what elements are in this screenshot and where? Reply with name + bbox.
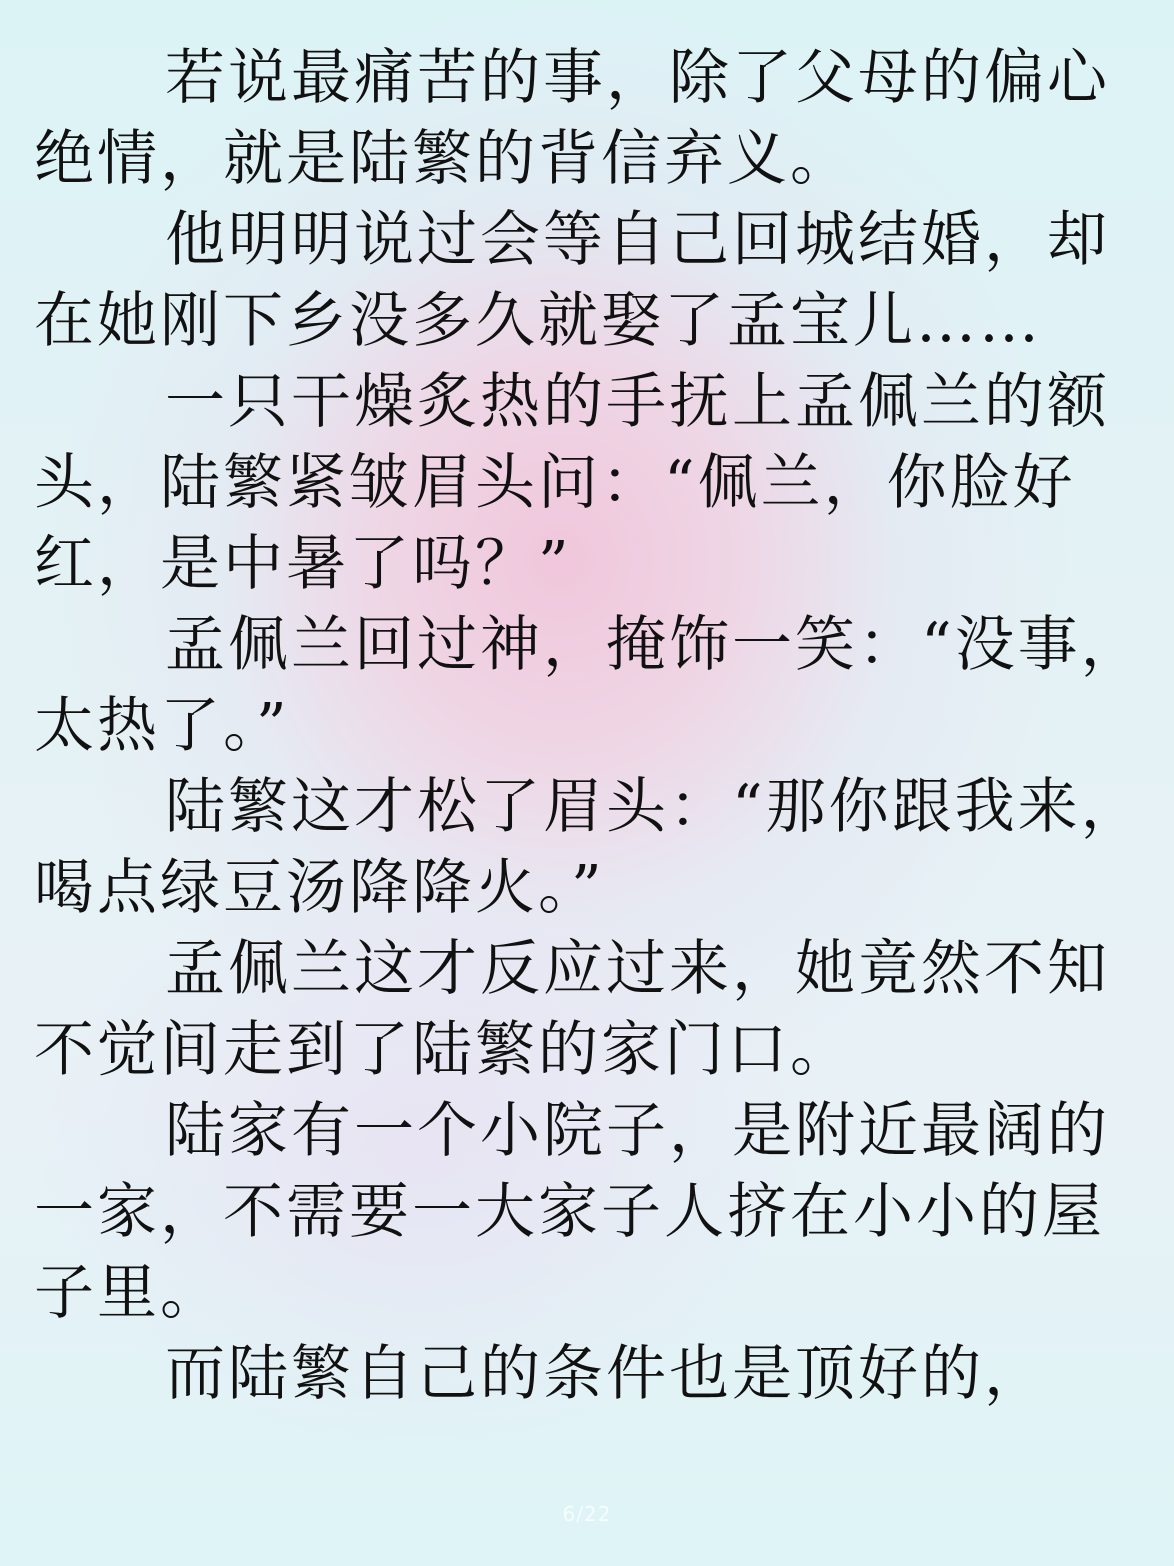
paragraph: 一只干燥炙热的手抚上孟佩兰的额头，陆繁紧皱眉头问：“佩兰，你脸好红，是中暑了吗？” bbox=[34, 367, 1110, 599]
paragraph: 孟佩兰这才反应过来，她竟然不知不觉间走到了陆繁的家门口。 bbox=[34, 934, 1110, 1085]
paragraph: 陆繁这才松了眉头：“那你跟我来，喝点绿豆汤降降火。” bbox=[34, 772, 1144, 923]
paragraph: 陆家有一个小院子，是附近最阔的一家，不需要一大家子人挤在小小的屋子里。 bbox=[34, 1096, 1110, 1328]
paragraph: 而陆繁自己的条件也是顶好的， bbox=[165, 1339, 1047, 1409]
page-indicator: 6/22 bbox=[562, 1502, 612, 1526]
paragraph: 孟佩兰回过神，掩饰一笑：“没事，太热了。” bbox=[34, 610, 1144, 761]
novel-text-body bbox=[34, 38, 1144, 1415]
paragraph: 他明明说过会等自己回城结婚，却在她刚下乡没多久就娶了孟宝儿…… bbox=[34, 205, 1110, 356]
paragraph: 若说最痛苦的事，除了父母的偏心绝情，就是陆繁的背信弃义。 bbox=[34, 43, 1110, 194]
